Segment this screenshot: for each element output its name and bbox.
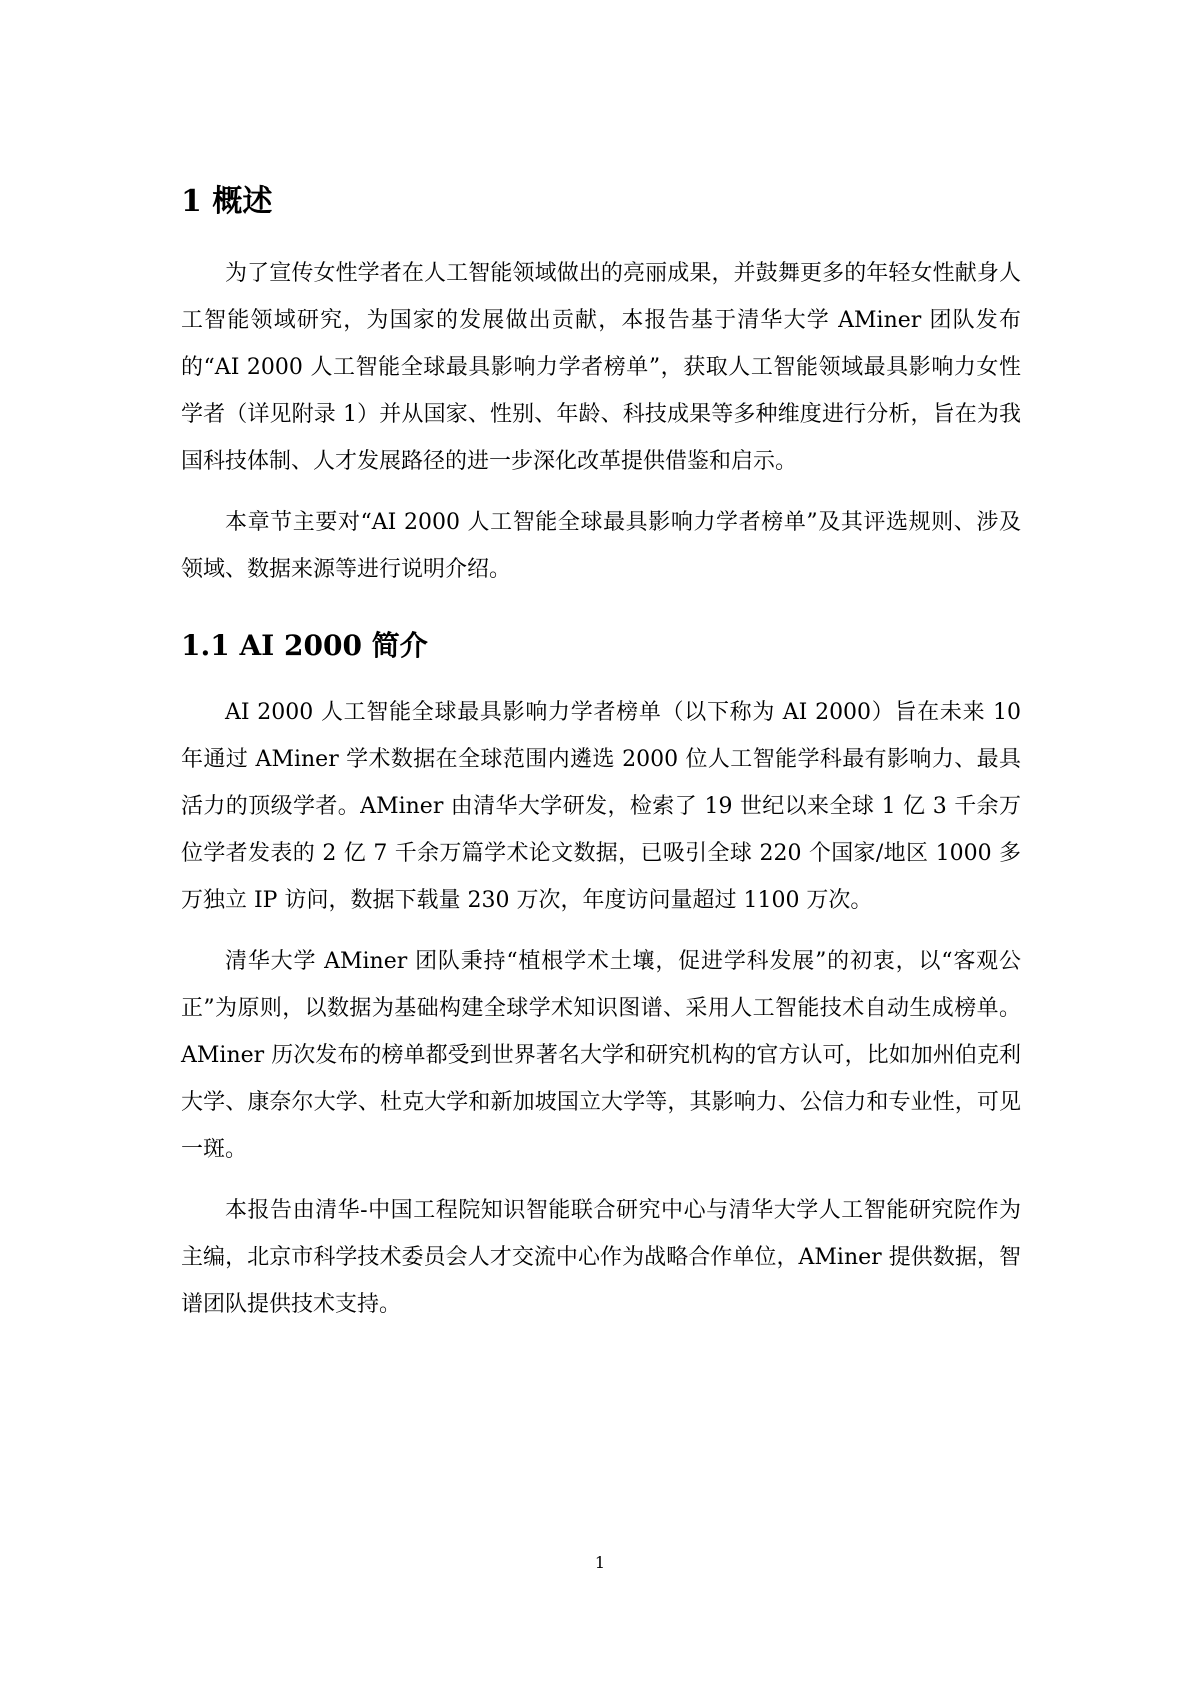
intro-paragraph: 为了宣传女性学者在人工智能领域做出的亮丽成果，并鼓舞更多的年轻女性献身人工智能领域研究，为国家的发展做出贡献，本报告基于清华大学 AMiner 团队发布的“AI 2000 人工智能全球最具影响力学者榜单”，获取人工智能领域最具影响力女性学者（详见附录 1）并从国家、性别、年龄、科技成果等多种维度进行分析，旨在为我国科技体制、人才发展路径的进一步深化改革提供借鉴和启示。 <box>181 261 1021 474</box>
chapter-scope-paragraph: 本章节主要对“AI 2000 人工智能全球最具影响力学者榜单”及其评选规则、涉及领域、数据来源等进行说明介绍。 <box>181 510 1021 582</box>
report-credits-paragraph: 本报告由清华-中国工程院知识智能联合研究中心与清华大学人工智能研究院作为主编，北京市科学技术委员会人才交流中心作为战略合作单位，AMiner 提供数据，智谱团队提供技术支持。 <box>181 1198 1021 1317</box>
chapter-heading: 1 概述 <box>181 184 273 219</box>
page-content <box>181 178 1021 1328</box>
section-heading: 1.1 AI 2000 简介 <box>181 629 428 662</box>
aminer-principles-paragraph: 清华大学 AMiner 团队秉持“植根学术土壤，促进学科发展”的初衷，以“客观公正”为原则，以数据为基础构建全球学术知识图谱、采用人工智能技术自动生成榜单。AMiner 历次发布的榜单都受到世界著名大学和研究机构的官方认可，比如加州伯克利大学、康奈尔大学、杜克大学和新加坡国立大学等，其影响力、公信力和专业性，可见一斑。 <box>181 949 1021 1162</box>
ai2000-overview-paragraph: AI 2000 人工智能全球最具影响力学者榜单（以下称为 AI 2000）旨在未来 10 年通过 AMiner 学术数据在全球范围内遴选 2000 位人工智能学科最有影响力、最具活力的顶级学者。AMiner 由清华大学研发，检索了 19 世纪以来全球 1 亿 3 千余万位学者发表的 2 亿 7 千余万篇学术论文数据，已吸引全球 220 个国家/地区 1000 多万独立 IP 访问，数据下载量 230 万次，年度访问量超过 1100 万次。 <box>181 700 1021 913</box>
page-number: 1 <box>594 1553 606 1572</box>
